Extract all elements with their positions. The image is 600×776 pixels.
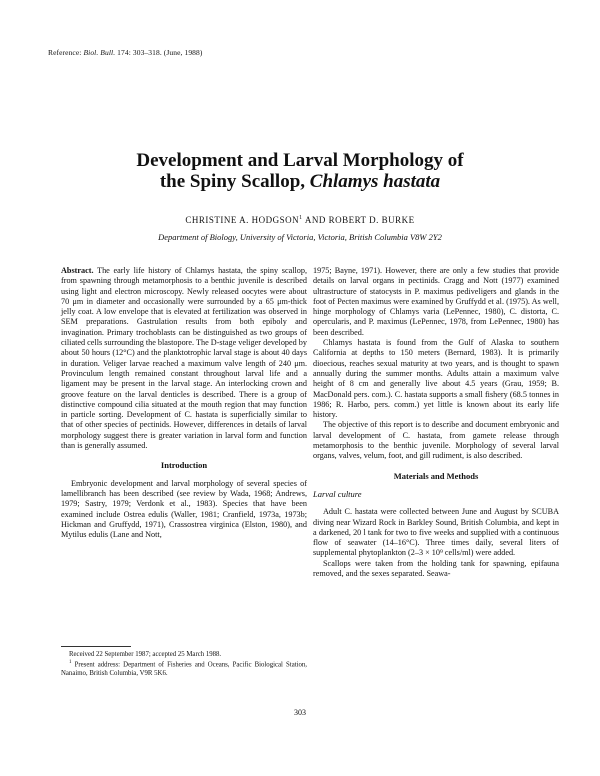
paragraph-spawning: Scallops were taken from the holding tank for spawning, epifauna removed, and the sexes separated. Seawa- — [313, 558, 559, 579]
title-line-2 — [0, 171, 600, 192]
present-address — [61, 659, 307, 678]
paragraph-objective: The objective of this report is to describe and document embryonic and larval development of C. hastata, from gamete release through metamorphosis to the benthic juvenile. Morphology of several larval organs, valves, velum, foot, and gill rudiment, is also described. — [313, 420, 559, 461]
received-date: Received 22 September 1987; accepted 25 March 1988. — [69, 651, 222, 658]
left-column — [61, 266, 307, 540]
introduction-paragraph: Embryonic development and larval morphology of several species of lamellibranch has been described (see review by Wada, 1968; Andrews, 1979; Sastry, 1979; Verdonk et al., 1983). Species that have been examined include Ostrea edulis (Waller, 1981; Cranfield, 1973a, 1973b; Hickman and Gruffydd, 1971), Crassostrea virginica (Elston, 1980), and Mytilus edulis (Lane and Nott, — [61, 478, 307, 540]
abstract-label: Abstract. — [61, 266, 94, 275]
citation-journal: Biol. Bull. — [83, 48, 116, 57]
article-title — [0, 150, 600, 192]
author-2: AND ROBERT D. BURKE — [302, 215, 415, 225]
abstract — [61, 266, 307, 451]
page-number: 303 — [294, 708, 306, 717]
author-footnote-marker: 1 — [299, 215, 303, 221]
footnotes — [61, 646, 307, 678]
citation-details: 174: 303–318. (June, 1988) — [115, 48, 203, 57]
author-list — [0, 215, 600, 225]
address-marker: 1 — [69, 660, 72, 666]
address-text: Present address: Department of Fisheries and Oceans, Pacific Biological Station, Nanaimo, British Columbia, V9R 5K6. — [61, 661, 307, 677]
affiliation: Department of Biology, University of Victoria, Victoria, British Columbia V8W 2Y2 — [158, 232, 442, 242]
paragraph-collection: Adult C. hastata were collected between June and August by SCUBA diving near Wizard Rock in Barkley Sound, British Columbia, and kept in a darkened, 20 l tank for two to five weeks and supplied with a continuous flow of seawater (14–16°C). Three times daily, several liters of supplemental phytoplankton (2–3 × 10⁹ cells/ml) were added. — [313, 507, 559, 558]
right-column — [313, 266, 559, 579]
larval-culture-heading: Larval culture — [313, 488, 362, 499]
author-1: CHRISTINE A. HODGSON — [185, 215, 300, 225]
introduction-heading: Introduction — [160, 460, 208, 471]
citation-prefix: Reference: — [48, 48, 84, 57]
abstract-text: The early life history of Chlamys hastata, the spiny scallop, from spawning through metamorphosis to a benthic juvenile is described using light and electron microscopy. Newly released oocytes were about 70 μm in diameter and occasionally were surrounded by a 65 μm-thick jelly coat. A low envelope that is elevated at fertilization was observed in SEM preparations. Gastrulation results from both epiboly and invagination. Primary trochoblasts can be distinguished as two groups of ciliated cells surrounding the blastopore. The D-stage veliger developed by about 50 hours (12°C) and the planktotrophic larval stage is about 40 days in duration. Veliger larvae reached a maximum valve length of 240 μm. Provinculum length remained constant throughout larval life and a ligament may be present in the larval stage. An interlocking crown and groove feature on the larval denticles is described. There is a group of distinctive compound cilia situated at the mouth region that may function in particle sorting. Development of C. hastata is superficially similar to that of other species of pectinids. However, differences in details of larval morphology suggest there is greater variation in larval form and function than is generally assumed. — [61, 266, 307, 451]
footnote-rule — [61, 646, 131, 647]
title-line-1: Development and Larval Morphology of — [136, 150, 464, 171]
methods-heading: Materials and Methods — [393, 470, 479, 481]
paragraph-continued: 1975; Bayne, 1971). However, there are only a few studies that provide details on larval organs in pectinids. Cragg and Nott (1977) examined ultrastructure of statocysts in P. maximus pediveligers and glands in the foot of Pecten maximus were examined by Gruffydd et al. (1975). As well, hinge morphology of Chlamys varia (LePennec, 1980), C. distorta, C. opercularis, and P. maximus (LePennec, 1978, from LePennec, 1980) has been described. — [313, 266, 559, 337]
paragraph-distribution: Chlamys hastata is found from the Gulf of Alaska to southern California at depths to 150 meters (Bernard, 1983). It is primarily dioecious, reaches sexual maturity at two years, and is thought to spawn annually during the summer months. Adults attain a maximum valve height of 8 cm and generally live about 4.5 years (Grau, 1959; B. MacDonald pers. com.). C. hastata supports a small fishery (68.5 tonnes in 1986; R. Harbo, pers. comm.) yet little is known about its early life history. — [313, 338, 559, 420]
title-species: Chlamys hastata — [309, 171, 441, 192]
title-prefix: the Spiny Scallop, — [159, 171, 310, 192]
citation-reference — [48, 48, 202, 57]
